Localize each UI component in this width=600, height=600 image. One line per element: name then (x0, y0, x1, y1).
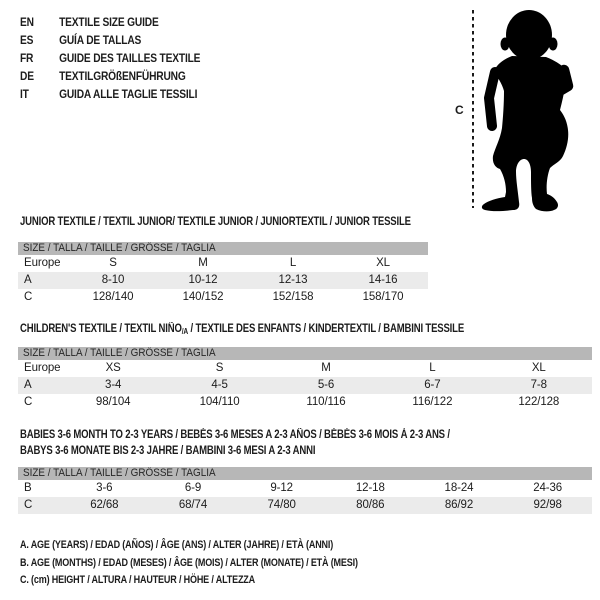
size-cell: 12-13 (278, 274, 308, 286)
language-row (20, 31, 200, 49)
size-cell: 10-12 (188, 274, 218, 286)
size-cell: 6-9 (184, 482, 202, 494)
junior-section-title (20, 214, 411, 230)
babies-section-title (20, 427, 450, 459)
size-cell: 24-36 (533, 482, 563, 494)
language-list (20, 13, 232, 103)
size-cell: 6-7 (424, 379, 441, 391)
row-label: C (24, 499, 33, 511)
row-label: Europe (24, 257, 61, 269)
table-row (18, 272, 428, 289)
size-cell: 128/140 (92, 291, 134, 303)
language-code: ES (20, 33, 34, 47)
children-section-title-suffix: / TEXTILE DES ENFANTS / KINDERTEXTIL / BAMBINI TESSILE (188, 323, 465, 335)
language-code: IT (20, 87, 29, 101)
language-title: GUÍA DE TALLAS (59, 33, 142, 47)
size-cell: 18-24 (444, 482, 474, 494)
size-cell: 3-4 (105, 379, 122, 391)
children-size-table (18, 347, 592, 411)
row-label: A (24, 274, 32, 286)
size-cell: L (429, 362, 436, 374)
toddler-silhouette-icon (480, 6, 595, 216)
row-label: C (24, 396, 33, 408)
size-header-text: SIZE / TALLA / TAILLE / GRÖSSE / TAGLIA (23, 347, 216, 359)
language-row (20, 85, 200, 103)
language-row (20, 13, 200, 31)
babies-section-title-line2: BABYS 3-6 MONATE BIS 2-3 JAHRE / BAMBINI 3-6 MESI A 2-3 ANNI (20, 445, 316, 457)
row-label: C (24, 291, 33, 303)
table-row (18, 255, 428, 272)
size-cell: 158/170 (362, 291, 404, 303)
size-cell: 74/80 (267, 499, 296, 511)
note-height: C. (cm) HEIGHT / ALTURA / HAUTEUR / HÖHE / ALTEZZA (20, 574, 256, 586)
row-label: A (24, 379, 32, 391)
size-cell: 116/122 (412, 396, 453, 408)
size-cell: XS (105, 362, 121, 374)
size-cell: 7-8 (530, 379, 547, 391)
size-cell: M (198, 257, 208, 269)
table-row (18, 497, 592, 514)
size-cell: 9-12 (270, 482, 293, 494)
table-row (18, 394, 592, 411)
children-section-title-text: CHILDREN'S TEXTILE / TEXTIL NIÑO (20, 323, 182, 335)
size-cell: XL (376, 257, 390, 269)
size-header-text: SIZE / TALLA / TAILLE / GRÖSSE / TAGLIA (23, 242, 216, 254)
size-cell: 92/98 (533, 499, 562, 511)
size-cell: S (109, 257, 117, 269)
size-cell: S (215, 362, 224, 374)
babies-section-title-line1: BABIES 3-6 MONTH TO 2-3 YEARS / BEBÉS 3-6 MESES A 2-3 AÑOS / BÉBÉS 3-6 MOIS À 2-3 ANS / (20, 429, 450, 441)
language-title: GUIDA ALLE TAGLIE TESSILI (59, 87, 198, 101)
size-cell: 80/86 (356, 499, 385, 511)
size-cell: 8-10 (101, 274, 125, 286)
language-title: TEXTILE SIZE GUIDE (59, 15, 159, 29)
language-title: GUIDE DES TAILLES TEXTILE (59, 51, 201, 65)
size-header (18, 467, 592, 480)
table-row (18, 377, 592, 394)
language-code: EN (20, 15, 34, 29)
size-cell: 104/110 (199, 396, 240, 408)
size-cell: 98/104 (95, 396, 131, 408)
size-cell: 68/74 (178, 499, 208, 511)
legend-notes (20, 537, 432, 590)
language-row (20, 49, 200, 67)
size-cell: 152/158 (272, 291, 314, 303)
language-code: FR (20, 51, 34, 65)
size-cell: 140/152 (182, 291, 224, 303)
height-measure-line (472, 10, 474, 208)
size-cell: 14-16 (368, 274, 398, 286)
note-age-years: A. AGE (YEARS) / EDAD (AÑOS) / ÂGE (ANS) / ALTER (JAHRE) / ETÀ (ANNI) (20, 539, 334, 551)
junior-size-table (18, 242, 428, 306)
size-header (18, 242, 428, 255)
row-label: B (24, 482, 32, 494)
size-cell: 122/128 (518, 396, 560, 408)
size-cell: 4-5 (211, 379, 228, 391)
babies-size-table (18, 467, 592, 514)
children-section-title-subscript: /A (181, 327, 189, 336)
junior-section-title-text: JUNIOR TEXTILE / TEXTIL JUNIOR/ TEXTILE JUNIOR / JUNIORTEXTIL / JUNIOR TESSILE (20, 216, 411, 228)
table-row (18, 480, 592, 497)
language-code: DE (20, 69, 34, 83)
size-cell: 3-6 (96, 482, 113, 494)
language-row (20, 67, 200, 85)
row-label: Europe (24, 362, 61, 374)
size-cell: 5-6 (317, 379, 335, 391)
table-row (18, 360, 592, 377)
height-measure-label: C (455, 103, 464, 117)
size-cell: L (289, 257, 297, 269)
size-cell: 12-18 (355, 482, 385, 494)
size-cell: 110/116 (306, 396, 346, 408)
size-cell: 86/92 (444, 499, 474, 511)
language-title: TEXTILGRÖßENFÜHRUNG (59, 69, 186, 83)
children-section-title (20, 321, 464, 340)
size-cell: M (321, 362, 331, 374)
size-header (18, 347, 592, 360)
size-cell: 62/68 (90, 499, 119, 511)
size-header-text: SIZE / TALLA / TAILLE / GRÖSSE / TAGLIA (23, 467, 216, 479)
note-age-months: B. AGE (MONTHS) / EDAD (MESES) / ÂGE (MOIS) / ALTER (MONATE) / ETÀ (MESI) (20, 556, 358, 569)
table-row (18, 289, 428, 306)
size-cell: XL (531, 362, 546, 374)
